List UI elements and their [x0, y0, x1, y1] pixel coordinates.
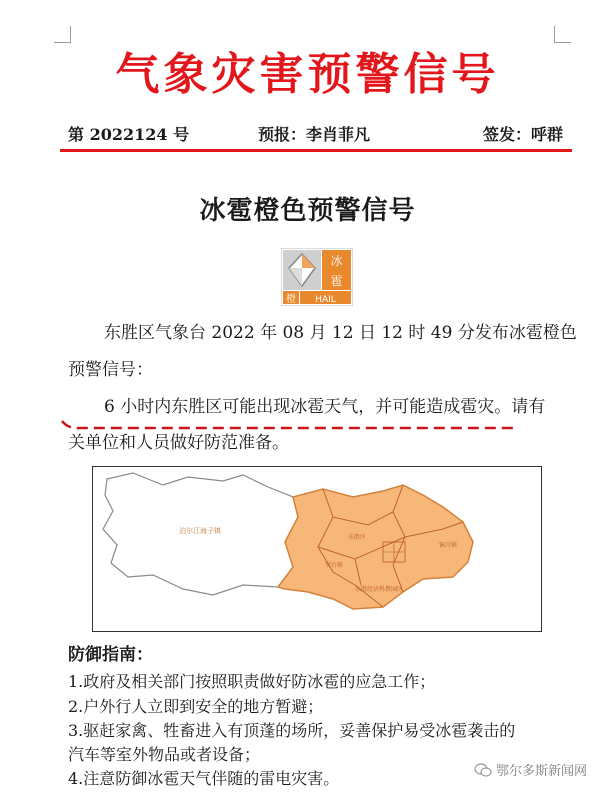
map-label-boerjianghaizi: 泊尔江海子镇 — [179, 527, 221, 535]
impact-line-1: 6 小时内东胜区可能出现冰雹天气，并可能造成雹灾。请有 — [104, 397, 546, 417]
map-label-hantai: 罕台镇 — [325, 562, 344, 569]
hail-orange-warning-icon — [281, 248, 353, 306]
announcement-line-2: 预警信号： — [68, 360, 153, 380]
source-watermark — [474, 760, 587, 779]
defense-guide-item-continued: 汽车等室外物品或者设备； — [68, 745, 261, 764]
hail-icon-level-char: 橙 — [286, 294, 296, 305]
hail-icon-en-label: HAIL — [315, 295, 336, 305]
hail-icon-char-top: 冰 — [330, 254, 343, 268]
announcement-line-1: 东胜区气象台 2022 年 08 月 12 日 12 时 49 分发布冰雹橙色 — [104, 323, 577, 343]
defense-guide-item: 4.注意防御冰雹天气伴随的雷电灾害。 — [68, 769, 340, 788]
header-divider — [60, 149, 572, 152]
watermark-text: 鄂尔多斯新闻网 — [496, 764, 588, 779]
defense-guide-item: 2.户外行人立即到安全的地方暂避； — [68, 697, 324, 716]
defense-guide-item: 1.政府及相关部门按照职责做好防冰雹的应急工作； — [68, 672, 436, 691]
wechat-icon — [474, 763, 492, 777]
forecaster: 预报：李肖菲凡 — [258, 125, 371, 144]
impact-line-2: 关单位和人员做好防范准备。 — [68, 433, 289, 453]
issuer: 签发：呼群 — [482, 125, 563, 144]
defense-guide-title: 防御指南： — [68, 645, 153, 665]
defense-guide-item: 3.驱赶家禽、牲畜进入有顶蓬的场所，妥善保护易受冰雹袭击的 — [68, 721, 516, 740]
warning-area-map — [92, 466, 542, 632]
map-label-park: 东胜经济科教园区 — [355, 586, 404, 593]
document-header-title: 气象灾害预警信号 — [115, 49, 500, 100]
document-number: 第 2022124 号 — [68, 125, 190, 144]
map-label-dongsheng: 东胜区 — [348, 534, 367, 541]
hail-icon-char-bottom: 雹 — [330, 274, 343, 288]
map-label-tongchuan: 铜川镇 — [439, 542, 458, 549]
signal-title: 冰雹橙色预警信号 — [199, 196, 416, 226]
